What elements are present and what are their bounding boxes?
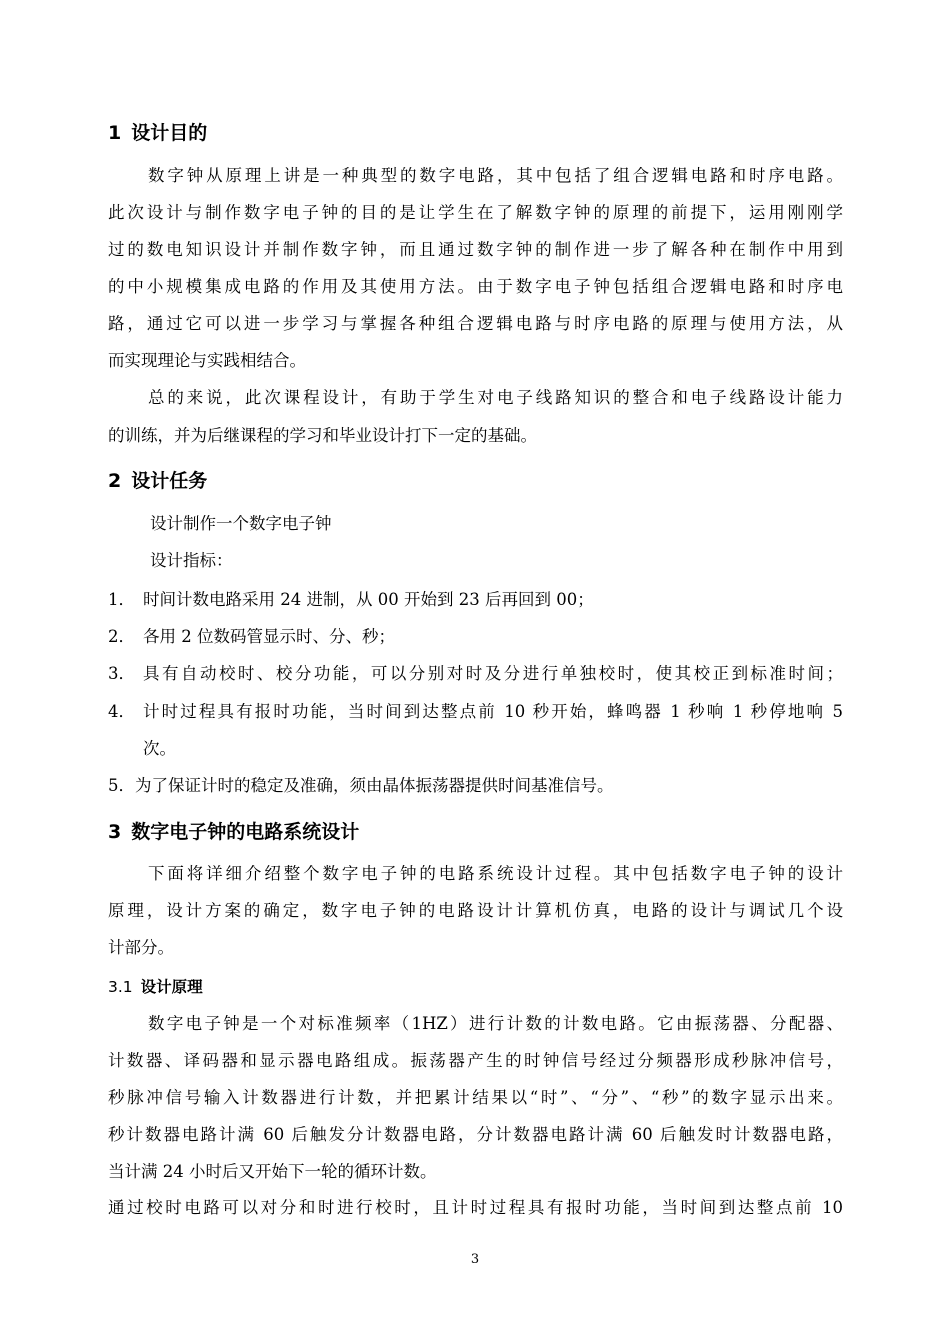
list-item-number: 1．	[108, 590, 135, 609]
section-number: 3	[108, 821, 122, 843]
list-item-number: 4．	[108, 702, 135, 721]
section-heading-2	[108, 466, 207, 493]
paragraph-line: 计部分。	[108, 938, 174, 957]
indicator-label: 设计指标：	[150, 551, 233, 570]
paragraph-line: 秒脉冲信号输入计数器进行计数，并把累计结果以“时”、“分”、“秒”的数字显示出来。	[108, 1088, 843, 1107]
paragraph-line: 的训练，并为后继课程的学习和毕业设计打下一定的基础。	[108, 426, 537, 445]
paragraph-line: 路，通过它可以进一步学习与掌握各种组合逻辑电路与时序电路的原理与使用方法，从	[108, 314, 843, 333]
paragraph-line: 计数器、译码器和显示器电路组成。振荡器产生的时钟信号经过分频器形成秒脉冲信号，	[108, 1051, 843, 1070]
section-heading-1	[108, 118, 207, 145]
section-title: 设计任务	[131, 470, 208, 492]
paragraph-line: 当计满 24 小时后又开始下一轮的循环计数。	[108, 1162, 437, 1181]
list-item-number: 5．	[108, 776, 135, 795]
list-item-text: 为了保证计时的稳定及准确，须由晶体振荡器提供时间基准信号。	[135, 776, 614, 795]
paragraph-line: 原理，设计方案的确定，数字电子钟的电路设计计算机仿真，电路的设计与调试几个设	[108, 901, 843, 920]
paragraph-line: 此次设计与制作数字电子钟的目的是让学生在了解数字钟的原理的前提下，运用刚刚学	[108, 203, 843, 222]
paragraph-line: 通过校时电路可以对分和时进行校时，且计时过程具有报时功能，当时间到达整点前 10	[108, 1198, 843, 1217]
list-item-continuation: 次。	[143, 739, 176, 758]
list-item-number: 3．	[108, 664, 135, 683]
task-line: 设计制作一个数字电子钟	[150, 514, 332, 533]
section-number: 1	[108, 122, 122, 144]
list-item-number: 2．	[108, 627, 135, 646]
section-title: 数字电子钟的电路系统设计	[131, 821, 360, 843]
subsection-heading-3-1	[108, 975, 203, 997]
subsection-title: 设计原理	[140, 978, 203, 996]
list-item-text: 具有自动校时、校分功能，可以分别对时及分进行单独校时，使其校正到标准时间；	[143, 664, 843, 683]
section-number: 2	[108, 470, 122, 492]
page-number: 3	[470, 1252, 480, 1267]
paragraph-line: 数字电子钟是一个对标准频率（1HZ）进行计数的计数电路。它由振荡器、分配器、	[148, 1014, 843, 1033]
paragraph-line: 的中小规模集成电路的作用及其使用方法。由于数字电子钟包括组合逻辑电路和时序电	[108, 277, 843, 296]
list-item-text: 各用 2 位数码管显示时、分、秒；	[143, 627, 395, 646]
paragraph-line: 而实现理论与实践相结合。	[108, 351, 306, 370]
paragraph-line: 下面将详细介绍整个数字电子钟的电路系统设计过程。其中包括数字电子钟的设计	[148, 864, 843, 883]
list-item-text: 时间计数电路采用 24 进制，从 00 开始到 23 后再回到 00；	[143, 590, 594, 609]
paragraph-line: 数字钟从原理上讲是一种典型的数字电路，其中包括了组合逻辑电路和时序电路。	[148, 166, 843, 185]
paragraph-line: 过的数电知识设计并制作数字钟，而且通过数字钟的制作进一步了解各种在制作中用到	[108, 240, 843, 259]
paragraph-line: 总的来说，此次课程设计，有助于学生对电子线路知识的整合和电子线路设计能力	[148, 388, 843, 407]
list-item-text: 计时过程具有报时功能，当时间到达整点前 10 秒开始，蜂鸣器 1 秒响 1 秒停地响 5	[143, 702, 843, 721]
section-title: 设计目的	[131, 122, 208, 144]
paragraph-line: 秒计数器电路计满 60 后触发分计数器电路，分计数器电路计满 60 后触发时计数器电路，	[108, 1125, 843, 1144]
section-heading-3	[108, 817, 359, 844]
subsection-number: 3.1	[108, 978, 133, 996]
